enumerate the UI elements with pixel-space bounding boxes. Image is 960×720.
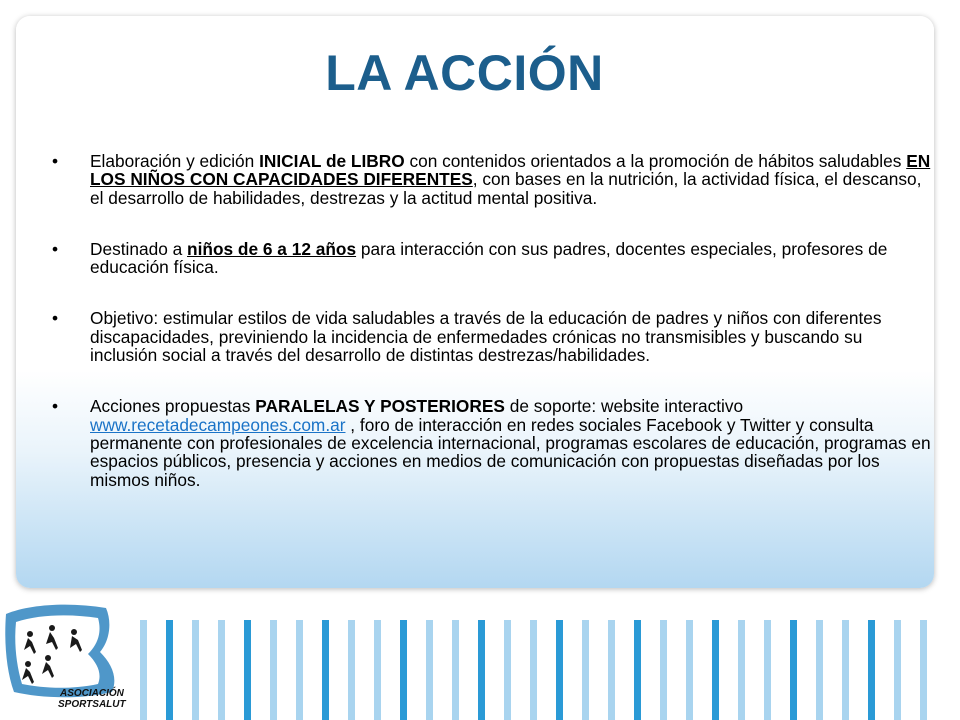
stripe [270, 620, 277, 720]
stripe [504, 620, 511, 720]
stripe [348, 620, 355, 720]
stripe [608, 620, 615, 720]
bullet-item-libro [52, 152, 932, 207]
logo-line1: ASOCIACIÓN [60, 688, 124, 699]
stripe [244, 620, 251, 720]
stripe [218, 620, 225, 720]
stripe [920, 620, 927, 720]
stripe [478, 620, 485, 720]
bullet-list [52, 152, 932, 489]
bullet-icon: • [52, 238, 59, 259]
content-card [16, 16, 934, 588]
stripe [894, 620, 901, 720]
bullet-text: Destinado a niños de 6 a 12 años para interacción con sus padres, docentes especiales, profesores de educación física. [90, 238, 888, 278]
stripe [686, 620, 693, 720]
bullet-text: Elaboración y edición INICIAL de LIBRO con contenidos orientados a la promoción de hábitos saludables EN LOS NIÑOS CON CAPACIDADES DIFERENTES, con bases en la nutrición, la actividad física, el descanso, el desarrollo de habilidades, destrezas y la actitud mental positiva. [90, 151, 931, 208]
stripe [426, 620, 433, 720]
stripe [400, 620, 407, 720]
stripe [374, 620, 381, 720]
stripe [712, 620, 719, 720]
bullet-icon: • [52, 308, 59, 329]
stripe [582, 620, 589, 720]
stripe [322, 620, 329, 720]
stripe [738, 620, 745, 720]
stripe [660, 620, 667, 720]
stripe [634, 620, 641, 720]
slide-title: LA ACCIÓN [325, 45, 604, 101]
stripe [452, 620, 459, 720]
stripe [530, 620, 537, 720]
stripe [556, 620, 563, 720]
bullet-item-objetivo [52, 309, 932, 364]
bullet-icon: • [52, 396, 59, 417]
stripe [192, 620, 199, 720]
bullet-text: Acciones propuestas PARALELAS Y POSTERIORES de soporte: website interactivo www.recetadecampeones.com.ar , foro de interacción en redes sociales Facebook y Twitter y consulta permanente con profesionales de excelencia internacional, programas escolares de educación, programas en espacios públicos, presencia y acciones en medios de comunicación con propuestas diseñadas por los mismos niños. [90, 396, 931, 490]
decorative-stripes [140, 620, 940, 720]
logo-line2: SPORTSALUT [58, 699, 126, 710]
website-link[interactable]: www.recetadecampeones.com.ar [90, 414, 346, 435]
stripe [140, 620, 147, 720]
stripe [868, 620, 875, 720]
stripe [764, 620, 771, 720]
footer-band [0, 592, 960, 720]
bullet-item-acciones [52, 397, 932, 488]
bullet-icon: • [52, 151, 59, 171]
stripe [296, 620, 303, 720]
stripe [816, 620, 823, 720]
bullet-item-destinado [52, 240, 932, 277]
sportsalut-logo [0, 600, 140, 712]
stripe [166, 620, 173, 720]
bullet-text: Objetivo: estimular estilos de vida saludables a través de la educación de padres y niños con diferentes discapacidades, previniendo la incidencia de enfermedades crónicas no transmisibles y buscando su inclusión social a través del desarrollo de distintas destrezas/habilidades. [90, 308, 882, 366]
stripe [790, 620, 797, 720]
stripe [842, 620, 849, 720]
